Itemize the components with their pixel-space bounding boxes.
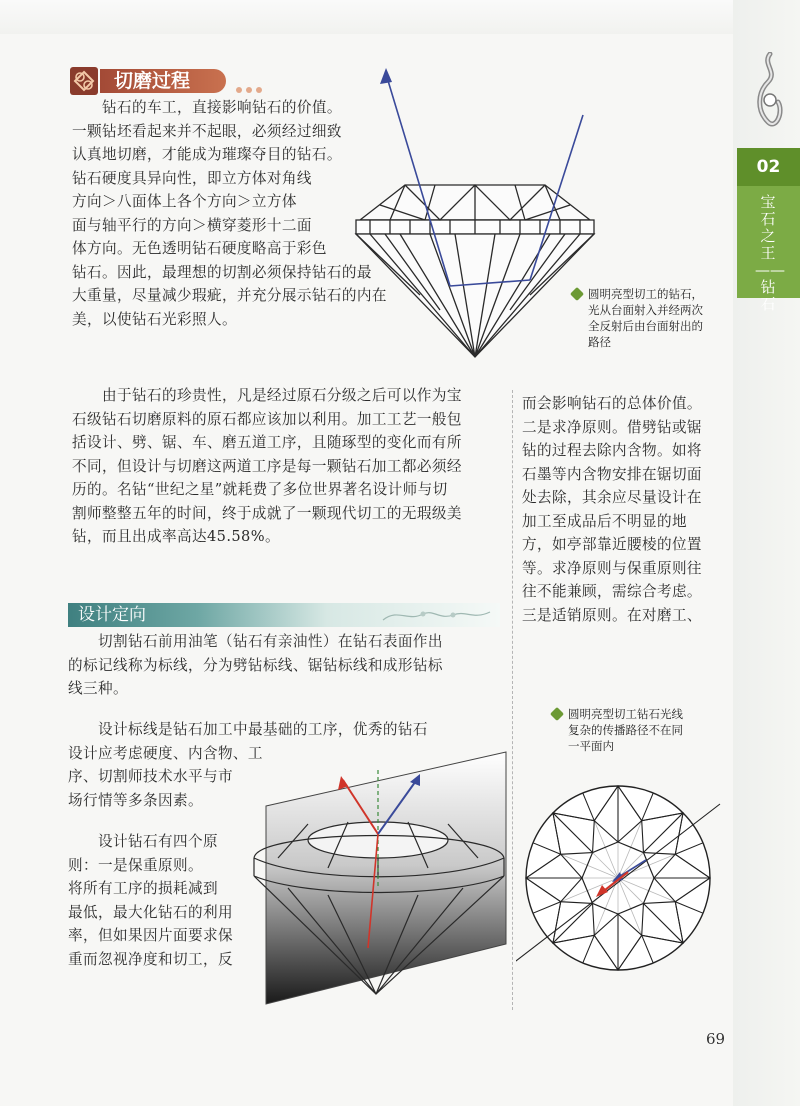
figure-caption-2 [552, 706, 727, 754]
text-line: 体方向。无色透明钻石硬度略高于彩色 [72, 240, 327, 257]
pendant-icon [748, 52, 788, 132]
caption-line: 光从台面射入并经两次 [588, 303, 703, 317]
text-line: 设计钻石有四个原 [98, 833, 218, 850]
text-line: 钻，而且出成率高达45.58%。 [72, 528, 280, 545]
chapter-tab [737, 148, 800, 313]
text-line: 重而忽视净度和切工，反 [68, 950, 233, 968]
text-line: 美，以使钻石光彩照人。 [72, 310, 237, 328]
text-line: 一颗钻坯看起来并不起眼，必须经过细致 [72, 122, 342, 140]
text-line: 加工至成品后不明显的地 [522, 512, 687, 530]
text-line: 认真地切磨，才能成为璀璨夺目的钻石。 [72, 146, 342, 163]
caption-text: 圆明亮型切工的钻石， [588, 287, 703, 301]
text-line: 而会影响钻石的总体价值。 [522, 395, 702, 412]
text-line: 大重量，尽量减少瑕疵，并充分展示钻石的内在 [72, 287, 387, 304]
text-line: 方，如亭部靠近腰棱的位置 [522, 536, 702, 553]
subsection-header [68, 603, 500, 627]
floral-ornament [378, 606, 496, 624]
text-line: 不同，但设计与切磨这两道工序是每一颗钻石加工都必须经 [72, 457, 462, 475]
text-line: 钻的过程去除内含物。如将 [522, 442, 702, 459]
text-line: 等。求净原则与保重原则往 [522, 559, 702, 577]
page-number: 69 [706, 1030, 726, 1048]
caption-line: 复杂的传播路径不在同 [568, 723, 683, 737]
text-line: 三是适销原则。在对磨工、 [522, 606, 702, 624]
text-line: 由于钻石的珍贵性，凡是经过原石分级之后可以作为宝 [102, 387, 462, 404]
text-line: 处去除，其余应尽量设计在 [522, 489, 702, 506]
text-line: 最低，最大化钻石的利用 [68, 903, 233, 921]
text-line: 则：一是保重原则。 [68, 856, 203, 874]
figure-caption [572, 286, 742, 350]
text-line: 历的。名钻“世纪之星”就耗费了多位世界著名设计师与切 [72, 481, 448, 498]
caption-line: 全反射后由台面射出的 [588, 319, 703, 333]
paragraph-cutting-process [72, 384, 510, 549]
caption-line: 路径 [588, 335, 611, 349]
chapter-number: 02 [737, 148, 800, 186]
text-line: 的标记线称为标线，分为劈钻标线、锯钻标线和成形钻标 [68, 656, 443, 674]
chapter-title: 宝石之王——钻石 [755, 193, 785, 313]
caption-line: 一平面内 [568, 739, 614, 753]
caption-text: 圆明亮型切工钻石光线 [568, 707, 683, 721]
text-line: 面与轴平行的方向＞横穿菱形十二面 [72, 216, 312, 234]
diamond-top-figure [516, 764, 732, 986]
text-line: 设计应考虑硬度、内含物、工 [68, 744, 263, 762]
text-line: 二是求净原则。借劈钻或锯 [522, 418, 702, 436]
diamond-bullet-icon [570, 287, 584, 301]
column-divider [512, 390, 513, 1010]
text-line: 方向＞八面体上各个方向＞立方体 [72, 193, 297, 210]
text-line: 序、切割师技术水平与市 [68, 768, 233, 785]
decor-dots [236, 78, 266, 97]
text-line: 割师整整五年的时间，终于成就了一颗现代切工的无瑕级美 [72, 504, 462, 522]
diamond-bullet-icon [550, 707, 564, 721]
text-line: 石级钻石切磨原料的原石都应该加以利用。加工工艺一般包 [72, 410, 462, 428]
text-line: 率，但如果因片面要求保 [68, 927, 233, 944]
text-line: 括设计、劈、锯、车、磨五道工序，且随琢型的变化而有所 [72, 434, 462, 451]
text-line: 线三种。 [68, 680, 128, 697]
text-line: 设计标线是钻石加工中最基础的工序，优秀的钻石 [98, 721, 428, 738]
subsection-title: 设计定向 [78, 605, 146, 625]
text-line: 场行情等多条因素。 [68, 791, 203, 809]
text-line: 钻石。因此，最理想的切割必须保持钻石的最 [72, 263, 372, 281]
caption-line [552, 706, 727, 722]
paragraph-marking [68, 630, 508, 701]
diamond-plane-figure [248, 748, 510, 1008]
text-line: 切割钻石前用油笔（钻石有亲油性）在钻石表面作出 [98, 633, 443, 650]
section-title: 切磨过程 [114, 70, 191, 92]
text-line: 往不能兼顾，需综合考虑。 [522, 583, 702, 600]
text-line: 将所有工序的损耗减到 [68, 880, 218, 897]
top-strip [0, 0, 800, 34]
text-line: 钻石的车工，直接影响钻石的价值。 [102, 99, 342, 116]
caption-line [572, 286, 742, 302]
section-header [70, 67, 230, 95]
paragraph-right-column [522, 392, 734, 627]
knot-icon [70, 67, 98, 95]
paragraph-principles [68, 830, 268, 971]
text-line: 钻石硬度具异向性，即立方体对角线 [72, 169, 312, 187]
text-line: 石墨等内含物安排在锯切面 [522, 465, 702, 483]
